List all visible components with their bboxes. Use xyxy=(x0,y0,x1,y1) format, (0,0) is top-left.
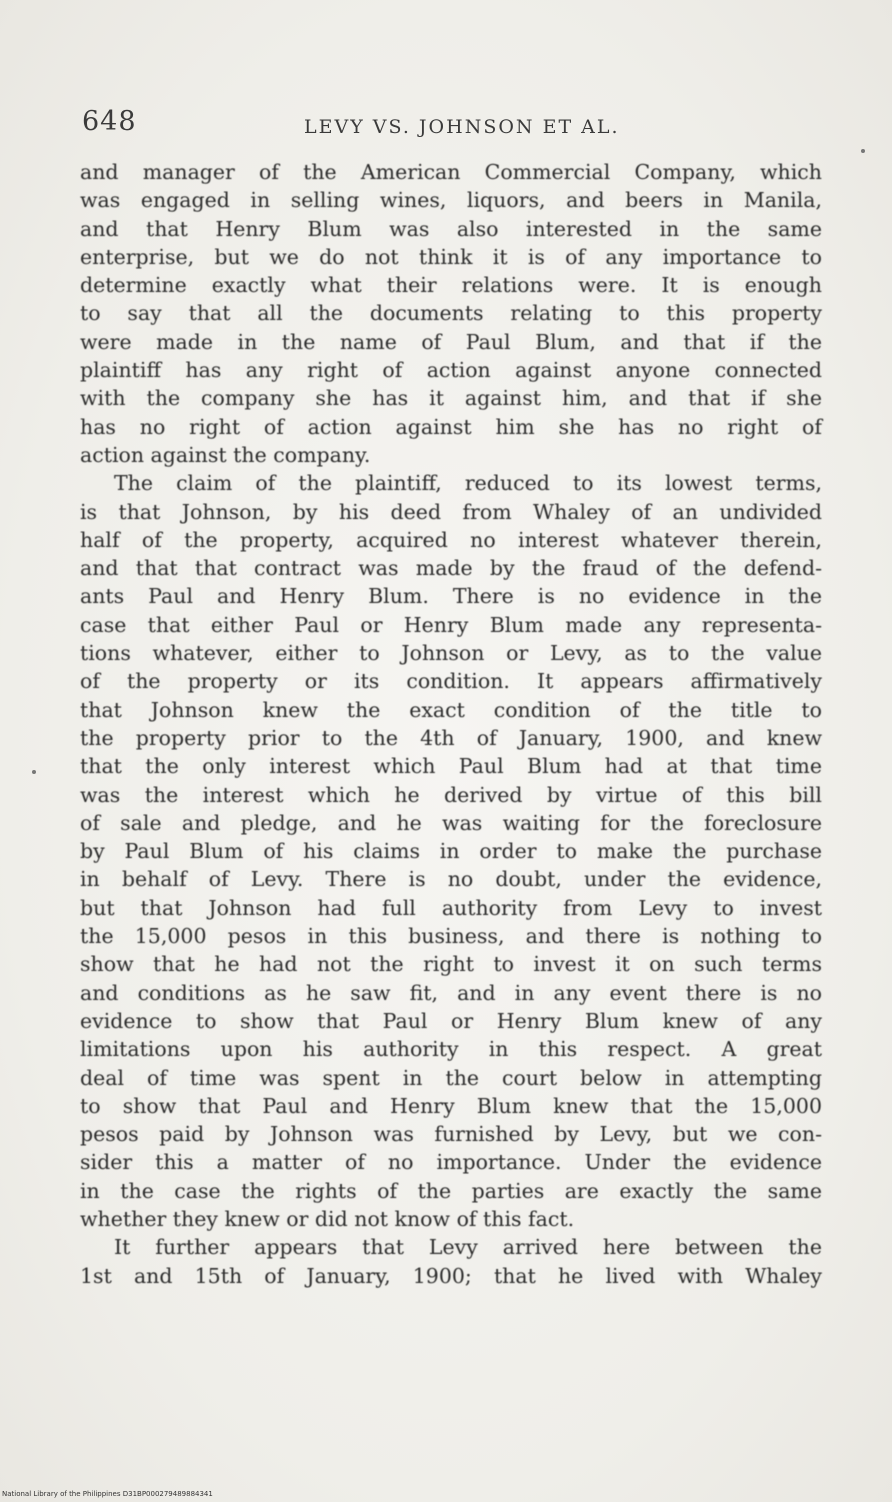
text-line: has no right of action against him she has no right of xyxy=(80,414,822,439)
text-line: and that that contract was made by the fraud of the defend- xyxy=(80,556,822,581)
text-line: the property prior to the 4th of January, 1900, and knew xyxy=(80,725,822,750)
text-line: that the only interest which Paul Blum had at that time xyxy=(80,754,822,779)
text-line: is that Johnson, by his deed from Whaley of an undivided xyxy=(80,499,822,524)
text-line: in the case the rights of the parties are exactly the same xyxy=(80,1178,822,1203)
text-line: was the interest which he derived by virtue of this bill xyxy=(80,782,822,807)
text-line: evidence to show that Paul or Henry Blum knew of any xyxy=(80,1008,822,1033)
text-line: of the property or its condition. It appears affirmatively xyxy=(80,669,822,694)
text-line: was engaged in selling wines, liquors, and beers in Manila, xyxy=(80,188,822,213)
page-number: 648 xyxy=(82,106,137,137)
text-line: by Paul Blum of his claims in order to make the purchase xyxy=(80,839,822,864)
scan-speck xyxy=(861,149,865,153)
page-header xyxy=(82,106,822,146)
text-line: enterprise, but we do not think it is of any importance to xyxy=(80,244,822,269)
text-line: The claim of the plaintiff, reduced to its lowest terms, xyxy=(114,471,822,496)
text-line: limitations upon his authority in this respect. A great xyxy=(80,1037,822,1062)
text-line: tions whatever, either to Johnson or Levy, as to the value xyxy=(80,641,822,666)
text-line: to show that Paul and Henry Blum knew that the 15,000 xyxy=(80,1093,822,1118)
text-line: and that Henry Blum was also interested in the same xyxy=(80,216,822,241)
text-line: pesos paid by Johnson was furnished by Levy, but we con- xyxy=(80,1122,822,1147)
scan-credit: National Library of the Philippines D31BP000279489884341 xyxy=(2,1490,213,1498)
text-line: ants Paul and Henry Blum. There is no evidence in the xyxy=(80,584,822,609)
running-title: LEVY VS. JOHNSON ET AL. xyxy=(304,116,620,138)
scan-speck xyxy=(32,770,36,774)
text-line: whether they knew or did not know of this fact. xyxy=(80,1206,575,1231)
text-line: with the company she has it against him, and that if she xyxy=(80,386,822,411)
text-line: that Johnson knew the exact condition of the title to xyxy=(80,697,822,722)
text-line: 1st and 15th of January, 1900; that he lived with Whaley xyxy=(80,1263,822,1288)
text-line: deal of time was spent in the court below in attempting xyxy=(80,1065,822,1090)
text-line: to say that all the documents relating to this property xyxy=(80,301,822,326)
text-line: but that Johnson had full authority from Levy to invest xyxy=(80,895,822,920)
text-line: were made in the name of Paul Blum, and that if the xyxy=(80,329,822,354)
text-line: action against the company. xyxy=(80,442,371,467)
text-line: case that either Paul or Henry Blum made any representa- xyxy=(80,612,822,637)
text-line: show that he had not the right to invest it on such terms xyxy=(80,952,822,977)
text-line: of sale and pledge, and he was waiting for the foreclosure xyxy=(80,810,822,835)
text-line: It further appears that Levy arrived here between the xyxy=(114,1235,822,1260)
text-line: determine exactly what their relations were. It is enough xyxy=(80,273,822,298)
text-line: and conditions as he saw fit, and in any event there is no xyxy=(80,980,822,1005)
text-line: the 15,000 pesos in this business, and there is nothing to xyxy=(80,924,822,949)
body-text xyxy=(80,158,822,1290)
text-line: sider this a matter of no importance. Under the evidence xyxy=(80,1150,822,1175)
text-line: in behalf of Levy. There is no doubt, under the evidence, xyxy=(80,867,822,892)
text-line: and manager of the American Commercial Company, which xyxy=(80,160,822,184)
text-line: plaintiff has any right of action against anyone connected xyxy=(80,358,822,383)
text-line: half of the property, acquired no interest whatever therein, xyxy=(80,527,822,552)
